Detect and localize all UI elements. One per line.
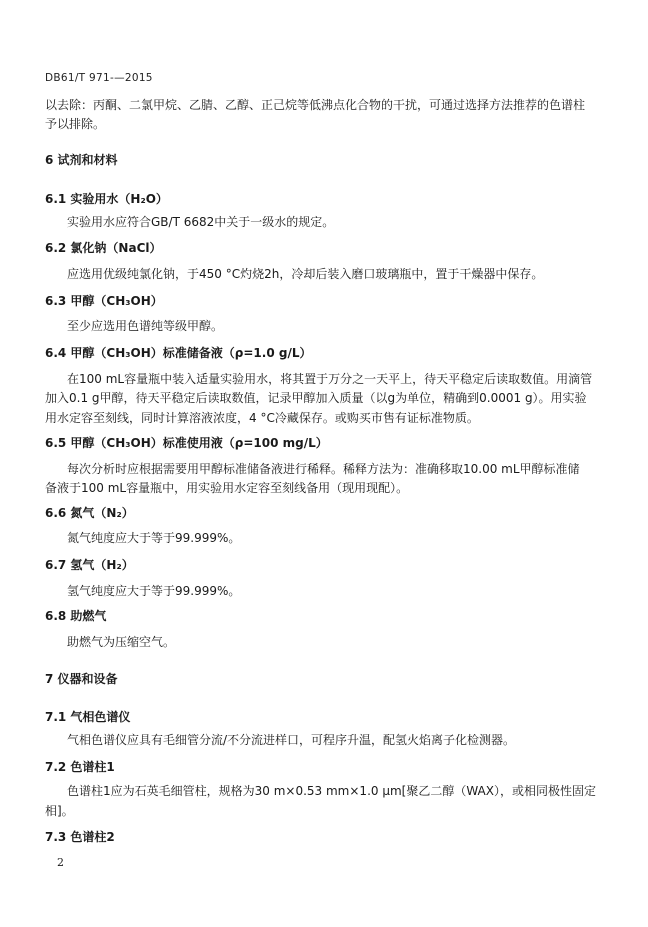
paragraph-line: 气相色谱仪应具有毛细管分流/不分流进样口，可程序升温，配氢火焰离子化检测器。 xyxy=(67,733,516,747)
paragraph-line: 实验用水应符合GB/T 6682中关于一级水的规定。 xyxy=(67,215,335,229)
subsection-heading: 6.1 实验用水（H₂O） xyxy=(45,192,168,206)
subsection-heading: 6.5 甲醇（CH₃OH）标准使用液（ρ=100 mg/L） xyxy=(45,436,328,450)
paragraph-line: 至少应选用色谱纯等级甲醇。 xyxy=(67,319,224,333)
paragraph-line: 在100 mL容量瓶中装入适量实验用水，将其置于万分之一天平上，待天平稳定后读取数值。用滴管 xyxy=(67,372,593,386)
paragraph-line: 相]。 xyxy=(45,804,74,818)
subsection-heading: 6.2 氯化钠（NaCl） xyxy=(45,241,162,255)
subsection-heading: 7.2 色谱柱1 xyxy=(45,760,115,774)
paragraph-line: 予以排除。 xyxy=(45,117,106,131)
paragraph-line: 以去除：丙酮、二氯甲烷、乙腈、乙醇、正己烷等低沸点化合物的干扰，可通过选择方法推荐的色谱柱 xyxy=(45,98,586,112)
paragraph-line: 氢气纯度应大于等于99.999%。 xyxy=(67,584,241,598)
page-number: 2 xyxy=(57,856,64,869)
paragraph-line: 氮气纯度应大于等于99.999%。 xyxy=(67,531,241,545)
section-heading: 7 仪器和设备 xyxy=(45,672,118,686)
paragraph-line: 用水定容至刻线，同时计算溶液浓度，4 °C冷藏保存。或购买市售有证标准物质。 xyxy=(45,411,479,425)
paragraph-line: 每次分析时应根据需要用甲醇标准储备液进行稀释。稀释方法为：准确移取10.00 mL甲醇标准储 xyxy=(67,462,580,476)
subsection-heading: 6.8 助燃气 xyxy=(45,609,107,623)
paragraph-line: 应选用优级纯氯化钠，于450 °C灼烧2h，冷却后装入磨口玻璃瓶中，置于干燥器中保存。 xyxy=(67,267,544,281)
subsection-heading: 6.6 氮气（N₂） xyxy=(45,506,134,520)
standard-code-header: DB61/T 971-—2015 xyxy=(45,72,153,84)
subsection-heading: 7.1 气相色谱仪 xyxy=(45,710,131,724)
paragraph-line: 加入0.1 g甲醇，待天平稳定后读取数值，记录甲醇加入质量（以g为单位，精确到0.0001 g）。用实验 xyxy=(45,391,587,405)
subsection-heading: 6.4 甲醇（CH₃OH）标准储备液（ρ=1.0 g/L） xyxy=(45,346,312,360)
subsection-heading: 7.3 色谱柱2 xyxy=(45,830,115,844)
subsection-heading: 6.7 氢气（H₂） xyxy=(45,558,134,572)
section-heading: 6 试剂和材料 xyxy=(45,153,118,167)
subsection-heading: 6.3 甲醇（CH₃OH） xyxy=(45,294,163,308)
paragraph-line: 助燃气为压缩空气。 xyxy=(67,635,176,649)
paragraph-line: 色谱柱1应为石英毛细管柱，规格为30 m×0.53 mm×1.0 μm[聚乙二醇（WAX），或相同极性固定 xyxy=(67,784,596,798)
paragraph-line: 备液于100 mL容量瓶中，用实验用水定容至刻线备用（现用现配）。 xyxy=(45,481,409,495)
